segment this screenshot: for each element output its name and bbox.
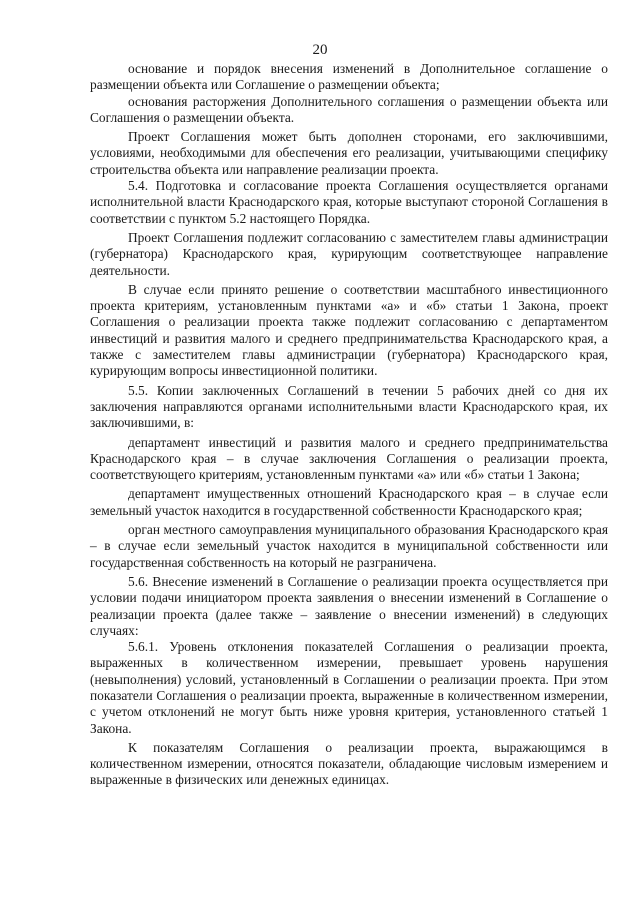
paragraph-investment-department: департамент инвестиций и развития малого и среднего предпринимательства Краснодарского края – в случае заключения Соглашения о реализации проекта, соответствующего критериям, установленным пунктами «а» или «б» статьи 1 Закона; xyxy=(90,434,608,483)
paragraph-termination-grounds: основания расторжения Дополнительного соглашения о размещении объекта или Соглашения о размещении объекта. xyxy=(90,93,608,125)
paragraph-section-5-4: 5.4. Подготовка и согласование проекта Соглашения осуществляется органами исполнительной власти Краснодарского края, которые выступают стороной Соглашения в соответствии с пунктом 5.2 настоящего Порядка. xyxy=(90,178,608,226)
paragraph-local-government: орган местного самоуправления муниципального образования Краснодарского края – в случае если земельный участок находится в муниципальной собственности или государственная собственность на который не разграничена. xyxy=(90,522,608,570)
paragraph-section-5-5: 5.5. Копии заключенных Соглашений в течении 5 рабочих дней со дня их заключения направляются органами исполнительными власти Краснодарского края, их заключившими, в: xyxy=(90,382,608,431)
paragraph-draft-approval: Проект Соглашения подлежит согласованию с заместителем главы администрации (губернатора) Краснодарского края, курирующим соответствующее направление деятельности. xyxy=(90,229,608,278)
paragraph-section-5-6: 5.6. Внесение изменений в Соглашение о реализации проекта осуществляется при условии подачи инициатором проекта заявления о внесении изменений в Соглашение о реализации проекта (далее также – заявление о внесении изменений) в следующих случаях: xyxy=(90,573,608,638)
page-number: 20 xyxy=(312,42,328,58)
paragraph-quantitative-indicators: К показателям Соглашения о реализации проекта, выражающимся в количественном измерении, относятся показатели, обладающие числовым измерением и выраженные в физических или денежных единицах. xyxy=(90,739,608,788)
document-body xyxy=(90,61,608,789)
paragraph-property-department: департамент имущественных отношений Краснодарского края – в случае если земельный участок находится в государственной собственности Краснодарского края; xyxy=(90,486,608,518)
paragraph-draft-supplement: Проект Соглашения может быть дополнен сторонами, его заключившими, условиями, необходимыми для обеспечения его реализации, учитывающими специфику строительства объекта или направление реализации проекта. xyxy=(90,129,608,177)
paragraph-section-5-6-1: 5.6.1. Уровень отклонения показателей Соглашения о реализации проекта, выраженных в количественном измерении, превышает уровень нарушения (невыполнения) условий, установленный в Соглашении о реализации проекта. При этом показатели Соглашения о реализации проекта, выраженные в количественном измерении, с учетом отклонений не могут быть ниже уровня критерия, установленного статьей 1 Закона. xyxy=(90,639,608,736)
paragraph-criteria-approval: В случае если принято решение о соответствии масштабного инвестиционного проекта критериям, установленным пунктами «а» и «б» статьи 1 Закона, проект Соглашения о реализации проекта также подлежит согласованию с департаментом инвестиций и развития малого и среднего предпринимательства Краснодарского края, а также с заместителем главы администрации (губернатора) Краснодарского края, курирующим вопросы инвестиционной политики. xyxy=(90,281,608,379)
paragraph-amendment-procedure: основание и порядок внесения изменений в Дополнительное соглашение о размещении объекта или Соглашение о размещении объекта; xyxy=(90,61,608,93)
